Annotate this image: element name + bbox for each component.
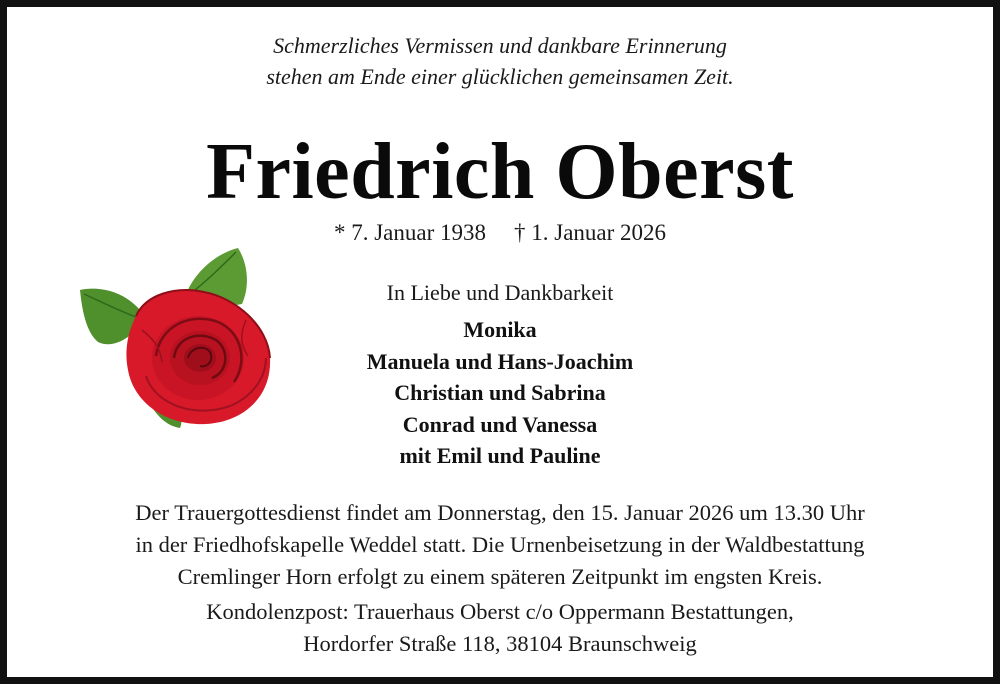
- life-dates: [0, 218, 1000, 248]
- condolence-line: Hordorfer Straße 118, 38104 Braunschweig: [303, 631, 697, 656]
- service-notice: [0, 497, 1000, 593]
- mourner-name: mit Emil und Pauline: [399, 443, 601, 468]
- condolence-address: [0, 596, 1000, 660]
- intro-line: Schmerzliches Vermissen und dankbare Erinnerung: [273, 33, 727, 58]
- service-line: Der Trauergottesdienst findet am Donnerstag, den 15. Januar 2026 um 13.30 Uhr: [135, 500, 865, 525]
- mourners-intro: In Liebe und Dankbarkeit: [386, 280, 614, 305]
- mourner-name: Monika: [463, 317, 537, 342]
- death-date: † 1. Januar 2026: [514, 220, 667, 245]
- deceased-name: Friedrich Oberst: [206, 128, 794, 216]
- mourners-list: [0, 314, 1000, 472]
- birth-date: * 7. Januar 1938: [333, 220, 486, 245]
- condolence-line: Kondolenzpost: Trauerhaus Oberst c/o Oppermann Bestattungen,: [206, 599, 794, 624]
- intro-verse: [0, 30, 1000, 92]
- mourner-name: Conrad und Vanessa: [402, 411, 598, 437]
- mourner-name: Manuela und Hans-Joachim: [366, 348, 634, 374]
- intro-line: stehen am Ende einer glücklichen gemeinsamen Zeit.: [266, 64, 734, 89]
- service-line: in der Friedhofskapelle Weddel statt. Die Urnenbeisetzung in der Waldbestattung: [135, 532, 865, 557]
- service-line: Cremlinger Horn erfolgt zu einem späteren Zeitpunkt im engsten Kreis.: [177, 564, 823, 589]
- mourner-name: Christian und Sabrina: [394, 380, 606, 405]
